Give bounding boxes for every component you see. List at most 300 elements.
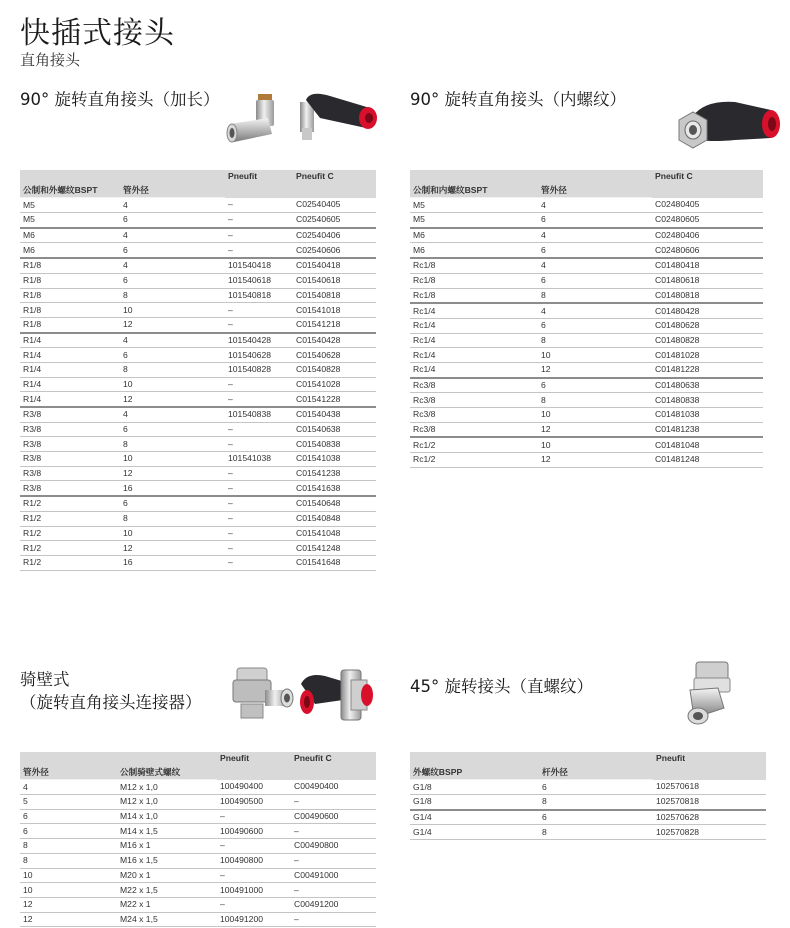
section-3-title-line2: （旋转直角接头连接器） bbox=[20, 693, 202, 712]
table-cell: R3/8 bbox=[20, 452, 120, 467]
header-cell bbox=[20, 170, 120, 184]
table-row bbox=[410, 362, 763, 377]
table-cell: M16 x 1 bbox=[117, 839, 217, 854]
table-cell: C01540628 bbox=[293, 348, 376, 363]
table-cell: 10 bbox=[20, 868, 117, 883]
table-cell: C01540818 bbox=[293, 288, 376, 303]
table-cell: 10 bbox=[20, 883, 117, 898]
table-cell: M6 bbox=[20, 228, 120, 243]
header-cell: 杆外径 bbox=[539, 766, 653, 780]
table-cell: C01480638 bbox=[652, 378, 763, 393]
table-cell: C01540828 bbox=[293, 362, 376, 377]
table-cell: 6 bbox=[120, 422, 225, 437]
table-cell: M12 x 1,0 bbox=[117, 795, 217, 810]
table-cell: – bbox=[225, 377, 293, 392]
product-image-45deg-swivel bbox=[668, 660, 748, 730]
table-cell: Rc3/8 bbox=[410, 408, 538, 423]
table-cell: C01480838 bbox=[652, 393, 763, 408]
table-cell: Rc1/4 bbox=[410, 348, 538, 363]
table-cell: 10 bbox=[120, 377, 225, 392]
table-cell: C01541038 bbox=[293, 452, 376, 467]
table-cell: C01540438 bbox=[293, 407, 376, 422]
table-cell: C02480406 bbox=[652, 228, 763, 243]
table-cell: R3/8 bbox=[20, 481, 120, 496]
table-cell: R1/8 bbox=[20, 303, 120, 318]
table-cell: 12 bbox=[538, 422, 652, 437]
table-cell: 6 bbox=[538, 378, 652, 393]
table-cell: 4 bbox=[538, 228, 652, 243]
table-cell: Rc1/4 bbox=[410, 303, 538, 318]
table-row bbox=[20, 303, 376, 318]
table-cell: C01541228 bbox=[293, 392, 376, 407]
table-cell: 100491000 bbox=[217, 883, 291, 898]
table-row bbox=[20, 809, 376, 824]
table-row bbox=[410, 243, 763, 258]
header-cell: 管外径 bbox=[20, 766, 117, 780]
table-row bbox=[410, 288, 763, 303]
table-cell: 102570828 bbox=[653, 825, 766, 840]
table-cell: 8 bbox=[539, 825, 653, 840]
table-row bbox=[20, 511, 376, 526]
table-cell: 4 bbox=[120, 198, 225, 213]
table-cell: – bbox=[225, 243, 293, 258]
table-cell: 10 bbox=[120, 452, 225, 467]
table-cell: M12 x 1,0 bbox=[117, 780, 217, 795]
table-row bbox=[410, 228, 763, 243]
table-cell: R3/8 bbox=[20, 422, 120, 437]
table-cell: Rc1/2 bbox=[410, 453, 538, 468]
table-cell: C01541648 bbox=[293, 555, 376, 570]
table-cell: – bbox=[225, 541, 293, 556]
black-bulkhead-fitting bbox=[300, 670, 373, 720]
table-row bbox=[410, 333, 763, 348]
table-cell: – bbox=[225, 526, 293, 541]
table-row bbox=[20, 824, 376, 839]
header-cell bbox=[217, 766, 291, 780]
table-cell: 101540418 bbox=[225, 258, 293, 273]
table-cell: C02480405 bbox=[652, 198, 763, 213]
header-cell bbox=[293, 184, 376, 198]
table-cell: 10 bbox=[120, 526, 225, 541]
table-cell: C00491200 bbox=[291, 897, 376, 912]
table-cell: C01540618 bbox=[293, 273, 376, 288]
table-cell: 4 bbox=[120, 407, 225, 422]
table-cell: M5 bbox=[20, 213, 120, 228]
table-cell: 8 bbox=[120, 511, 225, 526]
table-cell: – bbox=[225, 437, 293, 452]
swivel-45-fitting bbox=[688, 662, 730, 724]
section-2-title: 90° 旋转直角接头（内螺纹） bbox=[410, 90, 626, 109]
table-cell: 10 bbox=[538, 348, 652, 363]
header-cell: 公制和外螺纹BSPT bbox=[20, 184, 120, 198]
table-cell: C01540848 bbox=[293, 511, 376, 526]
table-cell: 12 bbox=[20, 897, 117, 912]
table-row bbox=[20, 243, 376, 258]
table-cell: 12 bbox=[120, 317, 225, 332]
table-row bbox=[20, 258, 376, 273]
table-cell: R1/4 bbox=[20, 392, 120, 407]
table-cell: M6 bbox=[20, 243, 120, 258]
table-cell: M5 bbox=[410, 198, 538, 213]
table-row bbox=[410, 303, 763, 318]
table-cell: 12 bbox=[20, 912, 117, 927]
table-cell: R1/2 bbox=[20, 541, 120, 556]
table-header-row bbox=[20, 170, 376, 184]
table-cell: C01481228 bbox=[652, 362, 763, 377]
table-cell: 6 bbox=[539, 780, 653, 795]
table-cell: – bbox=[291, 824, 376, 839]
table-cell: Rc3/8 bbox=[410, 393, 538, 408]
table-row bbox=[20, 288, 376, 303]
table-cell: 4 bbox=[20, 780, 117, 795]
table-cell: M6 bbox=[410, 243, 538, 258]
product-image-bulkhead bbox=[215, 660, 380, 730]
table-row bbox=[410, 453, 763, 468]
table-cell: 6 bbox=[120, 243, 225, 258]
table-cell: C01480428 bbox=[652, 303, 763, 318]
table-header-row bbox=[20, 184, 376, 198]
table-cell: – bbox=[225, 422, 293, 437]
table-row bbox=[410, 408, 763, 423]
table-cell: C02540405 bbox=[293, 198, 376, 213]
table-cell: G1/4 bbox=[410, 810, 539, 825]
header-cell bbox=[20, 752, 117, 766]
table-cell: R3/8 bbox=[20, 407, 120, 422]
table-cell: Rc1/4 bbox=[410, 333, 538, 348]
table-cell: – bbox=[225, 213, 293, 228]
table-header-row bbox=[410, 170, 763, 184]
table-cell: – bbox=[217, 839, 291, 854]
table-row bbox=[410, 795, 766, 810]
table-row bbox=[20, 883, 376, 898]
table-cell: R3/8 bbox=[20, 437, 120, 452]
table-row bbox=[20, 541, 376, 556]
table-cell: 4 bbox=[538, 303, 652, 318]
header-cell: 公制骑壁式螺纹 bbox=[117, 766, 217, 780]
table-cell: 12 bbox=[120, 392, 225, 407]
table-cell: 100490600 bbox=[217, 824, 291, 839]
table-cell: M14 x 1,5 bbox=[117, 824, 217, 839]
table-cell: – bbox=[225, 555, 293, 570]
table-cell: – bbox=[291, 883, 376, 898]
table-cell: C01540838 bbox=[293, 437, 376, 452]
table-row bbox=[20, 348, 376, 363]
table-row bbox=[20, 273, 376, 288]
table-cell: M5 bbox=[410, 213, 538, 228]
table-cell: M22 x 1 bbox=[117, 897, 217, 912]
table-cell: – bbox=[225, 228, 293, 243]
table-cell: 10 bbox=[538, 408, 652, 423]
table-section-4 bbox=[410, 752, 766, 840]
table-row bbox=[20, 526, 376, 541]
table-row bbox=[20, 466, 376, 481]
table-cell: R1/8 bbox=[20, 258, 120, 273]
table-cell: 8 bbox=[538, 333, 652, 348]
metal-bulkhead-fitting bbox=[233, 668, 293, 718]
table-row bbox=[20, 392, 376, 407]
table-header-row bbox=[410, 752, 766, 766]
table-row bbox=[20, 481, 376, 496]
table-row bbox=[410, 273, 763, 288]
table-row bbox=[20, 452, 376, 467]
table-cell: 100490500 bbox=[217, 795, 291, 810]
table-cell: C01480818 bbox=[652, 288, 763, 303]
table-cell: – bbox=[217, 897, 291, 912]
header-cell bbox=[117, 752, 217, 766]
table-cell: 10 bbox=[538, 437, 652, 452]
table-cell: Rc1/8 bbox=[410, 258, 538, 273]
table-cell: M16 x 1,5 bbox=[117, 853, 217, 868]
table-cell: M22 x 1,5 bbox=[117, 883, 217, 898]
table-cell: C01481238 bbox=[652, 422, 763, 437]
table-cell: 12 bbox=[538, 362, 652, 377]
table-cell: C01541018 bbox=[293, 303, 376, 318]
table-cell: M14 x 1,0 bbox=[117, 809, 217, 824]
table-cell: 102570628 bbox=[653, 810, 766, 825]
table-cell: 102570618 bbox=[653, 780, 766, 795]
header-cell: 外螺纹BSPP bbox=[410, 766, 539, 780]
header-cell bbox=[291, 766, 376, 780]
table-row bbox=[410, 810, 766, 825]
table-cell: 6 bbox=[120, 273, 225, 288]
metal-elbow-fitting bbox=[227, 94, 274, 142]
table-cell: Rc3/8 bbox=[410, 422, 538, 437]
table-cell: – bbox=[291, 795, 376, 810]
section-4-title: 45° 旋转接头（直螺纹） bbox=[410, 677, 593, 696]
table-cell: C01541238 bbox=[293, 466, 376, 481]
header-cell: 管外径 bbox=[120, 184, 225, 198]
table-cell: C02480606 bbox=[652, 243, 763, 258]
table-cell: R1/2 bbox=[20, 555, 120, 570]
table-cell: C01481048 bbox=[652, 437, 763, 452]
table-cell: 101541038 bbox=[225, 452, 293, 467]
table-cell: 12 bbox=[120, 466, 225, 481]
header-cell: Pneufit bbox=[225, 170, 293, 184]
table-cell: C00490400 bbox=[291, 780, 376, 795]
table-cell: 100491200 bbox=[217, 912, 291, 927]
table-cell: 4 bbox=[120, 258, 225, 273]
table-cell: Rc1/4 bbox=[410, 318, 538, 333]
table-cell: 101540618 bbox=[225, 273, 293, 288]
header-cell bbox=[652, 184, 763, 198]
table-row bbox=[20, 213, 376, 228]
table-row bbox=[20, 912, 376, 927]
table-cell: 4 bbox=[120, 228, 225, 243]
section-3-title-line1: 骑壁式 bbox=[20, 670, 70, 689]
table-cell: 8 bbox=[20, 839, 117, 854]
table-row bbox=[20, 422, 376, 437]
table-cell: R1/2 bbox=[20, 511, 120, 526]
table-cell: R1/4 bbox=[20, 377, 120, 392]
table-cell: Rc1/8 bbox=[410, 288, 538, 303]
table-cell: – bbox=[225, 511, 293, 526]
table-cell: – bbox=[225, 317, 293, 332]
table-header-row bbox=[20, 766, 376, 780]
table-cell: 4 bbox=[538, 258, 652, 273]
table-row bbox=[20, 795, 376, 810]
table-cell: R1/4 bbox=[20, 348, 120, 363]
table-cell: C02540605 bbox=[293, 213, 376, 228]
table-cell: Rc3/8 bbox=[410, 378, 538, 393]
table-cell: – bbox=[225, 481, 293, 496]
table-cell: – bbox=[217, 809, 291, 824]
table-row bbox=[20, 897, 376, 912]
table-cell: R1/4 bbox=[20, 362, 120, 377]
table-row bbox=[20, 868, 376, 883]
table-cell: – bbox=[217, 868, 291, 883]
table-row bbox=[20, 780, 376, 795]
table-cell: C00491000 bbox=[291, 868, 376, 883]
table-cell: 100490400 bbox=[217, 780, 291, 795]
table-cell: 6 bbox=[538, 318, 652, 333]
table-cell: Rc1/4 bbox=[410, 362, 538, 377]
table-cell: R1/8 bbox=[20, 273, 120, 288]
table-cell: 100490800 bbox=[217, 853, 291, 868]
table-header-row bbox=[410, 184, 763, 198]
header-cell bbox=[225, 184, 293, 198]
table-cell: 6 bbox=[20, 824, 117, 839]
table-row bbox=[410, 378, 763, 393]
table-row bbox=[20, 317, 376, 332]
header-cell bbox=[410, 752, 539, 766]
table-cell: 10 bbox=[120, 303, 225, 318]
table-cell: R3/8 bbox=[20, 466, 120, 481]
table-cell: 101540838 bbox=[225, 407, 293, 422]
table-row bbox=[410, 258, 763, 273]
table-cell: C00490600 bbox=[291, 809, 376, 824]
table-cell: Rc1/2 bbox=[410, 437, 538, 452]
table-cell: C01541028 bbox=[293, 377, 376, 392]
table-cell: C01480828 bbox=[652, 333, 763, 348]
table-cell: C01540418 bbox=[293, 258, 376, 273]
table-cell: R1/2 bbox=[20, 496, 120, 511]
table-cell: 12 bbox=[120, 541, 225, 556]
table-cell: 6 bbox=[538, 213, 652, 228]
table-row bbox=[410, 348, 763, 363]
table-cell: 6 bbox=[20, 809, 117, 824]
table-cell: R1/8 bbox=[20, 288, 120, 303]
table-cell: C02480605 bbox=[652, 213, 763, 228]
table-cell: 16 bbox=[120, 555, 225, 570]
table-cell: G1/4 bbox=[410, 825, 539, 840]
table-cell: M20 x 1 bbox=[117, 868, 217, 883]
table-cell: C01481038 bbox=[652, 408, 763, 423]
header-cell: Pneufit bbox=[653, 752, 766, 766]
table-row bbox=[410, 780, 766, 795]
table-cell: Rc1/8 bbox=[410, 273, 538, 288]
table-header-row bbox=[20, 752, 376, 766]
header-cell bbox=[410, 170, 538, 184]
table-cell: 6 bbox=[120, 348, 225, 363]
table-row bbox=[410, 198, 763, 213]
table-row bbox=[410, 825, 766, 840]
table-row bbox=[20, 496, 376, 511]
table-cell: C01480418 bbox=[652, 258, 763, 273]
table-cell: 12 bbox=[538, 453, 652, 468]
table-row bbox=[410, 422, 763, 437]
table-cell: – bbox=[225, 198, 293, 213]
table-cell: M24 x 1,5 bbox=[117, 912, 217, 927]
table-cell: – bbox=[291, 853, 376, 868]
table-row bbox=[20, 377, 376, 392]
header-cell: Pneufit bbox=[217, 752, 291, 766]
table-cell: 8 bbox=[538, 393, 652, 408]
page-title: 快插式接头 bbox=[20, 16, 175, 51]
table-cell: R1/2 bbox=[20, 526, 120, 541]
table-cell: 6 bbox=[120, 496, 225, 511]
table-cell: 6 bbox=[538, 273, 652, 288]
table-cell: C01540638 bbox=[293, 422, 376, 437]
header-cell: 管外径 bbox=[538, 184, 652, 198]
header-cell: 公制和内螺纹BSPT bbox=[410, 184, 538, 198]
table-cell: C01481028 bbox=[652, 348, 763, 363]
table-section-1 bbox=[20, 170, 376, 571]
table-row bbox=[20, 362, 376, 377]
black-elbow-fitting bbox=[300, 94, 377, 140]
table-section-3 bbox=[20, 752, 376, 927]
table-cell: 102570818 bbox=[653, 795, 766, 810]
table-row bbox=[20, 437, 376, 452]
table-cell: C02540606 bbox=[293, 243, 376, 258]
header-cell: Pneufit C bbox=[652, 170, 763, 184]
table-cell: 4 bbox=[538, 198, 652, 213]
table-cell: – bbox=[225, 303, 293, 318]
table-header-row bbox=[410, 766, 766, 780]
table-cell: G1/8 bbox=[410, 795, 539, 810]
table-row bbox=[20, 228, 376, 243]
table-cell: 8 bbox=[20, 853, 117, 868]
table-cell: R1/4 bbox=[20, 333, 120, 348]
table-row bbox=[410, 213, 763, 228]
table-cell: – bbox=[291, 912, 376, 927]
table-cell: 101540828 bbox=[225, 362, 293, 377]
table-cell: M6 bbox=[410, 228, 538, 243]
header-cell bbox=[539, 752, 653, 766]
table-row bbox=[20, 555, 376, 570]
table-cell: 8 bbox=[120, 437, 225, 452]
table-cell: 5 bbox=[20, 795, 117, 810]
table-cell: 101540428 bbox=[225, 333, 293, 348]
table-cell: G1/8 bbox=[410, 780, 539, 795]
table-section-2 bbox=[410, 170, 763, 468]
table-row bbox=[20, 407, 376, 422]
header-cell bbox=[538, 170, 652, 184]
table-cell: 6 bbox=[538, 243, 652, 258]
table-cell: R1/8 bbox=[20, 317, 120, 332]
table-cell: 101540628 bbox=[225, 348, 293, 363]
table-row bbox=[20, 839, 376, 854]
table-cell: C01540648 bbox=[293, 496, 376, 511]
table-cell: – bbox=[225, 466, 293, 481]
table-row bbox=[410, 318, 763, 333]
table-cell: M5 bbox=[20, 198, 120, 213]
table-cell: C01540428 bbox=[293, 333, 376, 348]
table-cell: C01480618 bbox=[652, 273, 763, 288]
page-subtitle: 直角接头 bbox=[20, 51, 81, 69]
table-row bbox=[410, 393, 763, 408]
header-cell: Pneufit C bbox=[291, 752, 376, 766]
table-cell: C00490800 bbox=[291, 839, 376, 854]
female-thread-elbow bbox=[679, 102, 780, 148]
table-cell: C02540406 bbox=[293, 228, 376, 243]
product-image-elbow-extended bbox=[220, 88, 385, 153]
table-row bbox=[410, 437, 763, 452]
table-cell: C01481248 bbox=[652, 453, 763, 468]
table-cell: 16 bbox=[120, 481, 225, 496]
table-cell: C01541248 bbox=[293, 541, 376, 556]
section-1-title: 90° 旋转直角接头（加长） bbox=[20, 90, 220, 109]
table-row bbox=[20, 198, 376, 213]
